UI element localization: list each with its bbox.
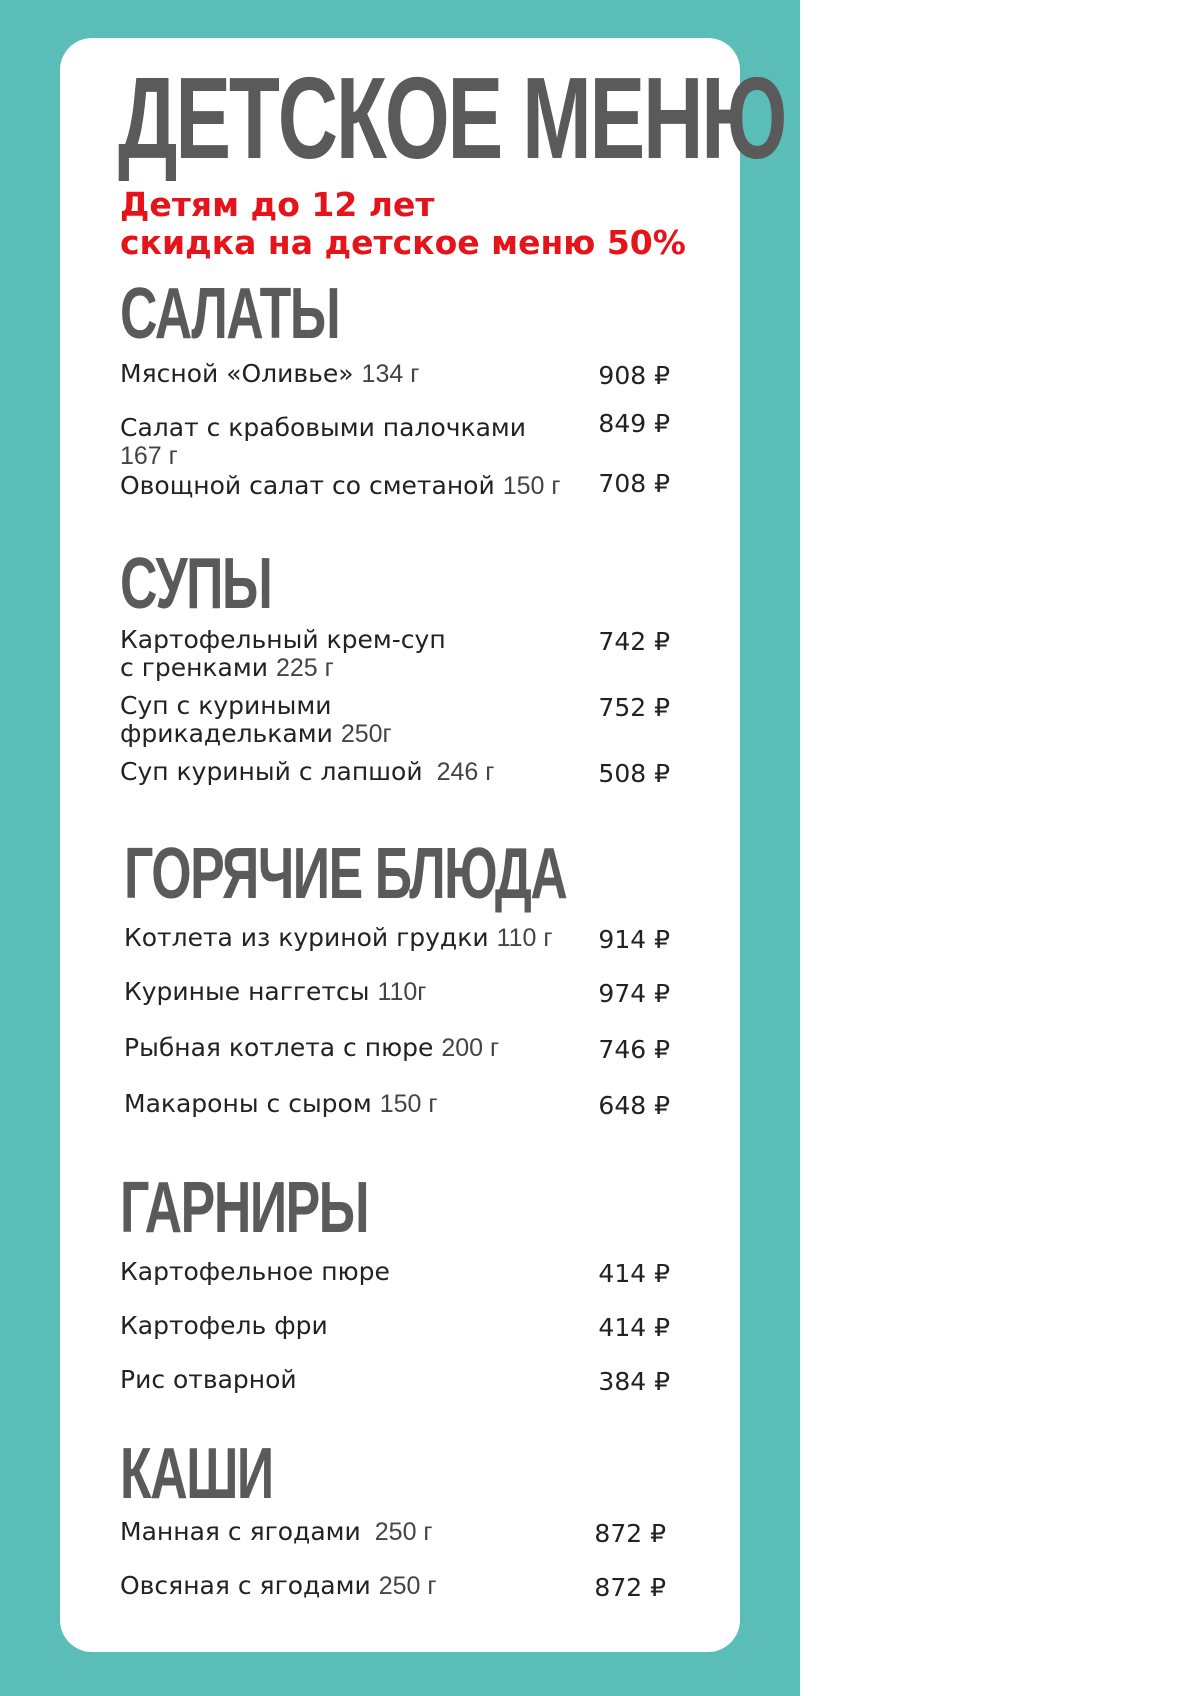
item-price: 414 ₽	[598, 1313, 670, 1342]
promo-text	[120, 186, 686, 262]
item-name: Суп с куриными фрикадельками 250г	[120, 691, 392, 748]
item-name: Котлета из куриной грудки 110 г	[124, 923, 553, 952]
menu-item	[120, 409, 740, 474]
item-price: 914 ₽	[598, 925, 670, 954]
menu-item	[120, 1090, 740, 1150]
item-weight: 250 г	[378, 1572, 437, 1600]
item-name: Рис отварной	[120, 1365, 297, 1394]
item-price: 872 ₽	[594, 1519, 666, 1548]
menu-item	[120, 1034, 740, 1094]
item-name: Картофельный крем-суп с гренками 225 г	[120, 625, 446, 682]
item-name: Манная с ягодами 250 г	[120, 1517, 433, 1546]
menu-item	[120, 1258, 740, 1318]
item-name: Суп куриный с лапшой 246 г	[120, 757, 495, 786]
item-name: Картофель фри	[120, 1311, 328, 1340]
menu-item	[120, 626, 740, 686]
item-weight: 110г	[377, 978, 427, 1006]
menu-item	[120, 978, 740, 1038]
item-price: 708 ₽	[598, 469, 670, 498]
item-name: Салат с крабовыми палочками 167 г	[120, 414, 560, 470]
menu-item	[120, 692, 740, 752]
menu-item	[120, 1312, 740, 1372]
menu-item	[120, 758, 740, 818]
menu-card	[60, 38, 786, 1652]
menu-title: ДЕТСКОЕ МЕНЮ	[118, 53, 786, 183]
item-name: Картофельное пюре	[120, 1257, 390, 1286]
item-weight: 250 г	[374, 1518, 433, 1546]
item-weight: 246 г	[436, 758, 495, 786]
item-weight: 250г	[340, 720, 392, 748]
item-name: Овсяная с ягодами 250 г	[120, 1571, 437, 1600]
item-name: Куриные наггетсы 110г	[124, 977, 427, 1006]
item-price: 648 ₽	[598, 1091, 670, 1120]
section-title-hot: ГОРЯЧИЕ БЛЮДА	[124, 834, 567, 914]
item-price: 508 ₽	[598, 759, 670, 788]
menu-item	[120, 1572, 740, 1632]
item-weight: 225 г	[275, 654, 334, 682]
menu-item	[120, 469, 740, 532]
item-price: 849 ₽	[598, 409, 670, 438]
menu-item	[120, 924, 740, 984]
item-name: Овощной салат со сметаной 150 г	[120, 471, 561, 500]
promo-line-2: скидка на детское меню 50%	[120, 223, 686, 262]
item-weight: 200 г	[441, 1034, 500, 1062]
item-weight: 150 г	[502, 472, 561, 500]
section-title-sides: ГАРНИРЫ	[120, 1168, 369, 1248]
item-price: 384 ₽	[598, 1367, 670, 1396]
section-title-porridge: КАШИ	[120, 1434, 273, 1514]
item-price: 872 ₽	[594, 1573, 666, 1602]
menu-item	[120, 1518, 740, 1578]
item-price: 908 ₽	[598, 361, 670, 390]
item-price: 742 ₽	[598, 627, 670, 656]
item-weight: 150 г	[379, 1090, 438, 1118]
item-price: 752 ₽	[598, 693, 670, 722]
item-price: 746 ₽	[598, 1035, 670, 1064]
item-weight: 167 г	[120, 442, 178, 470]
item-name: Рыбная котлета с пюре 200 г	[124, 1033, 500, 1062]
item-name: Макароны с сыром 150 г	[124, 1089, 438, 1118]
item-price: 414 ₽	[598, 1259, 670, 1288]
section-title-soups: СУПЫ	[120, 544, 272, 624]
item-weight: 110 г	[496, 924, 553, 952]
promo-line-1: Детям до 12 лет	[120, 185, 435, 224]
menu-item	[120, 1366, 740, 1426]
section-title-salads: САЛАТЫ	[120, 274, 340, 354]
item-price: 974 ₽	[598, 979, 670, 1008]
item-weight: 134 г	[361, 360, 420, 388]
item-name: Мясной «Оливье» 134 г	[120, 359, 420, 388]
